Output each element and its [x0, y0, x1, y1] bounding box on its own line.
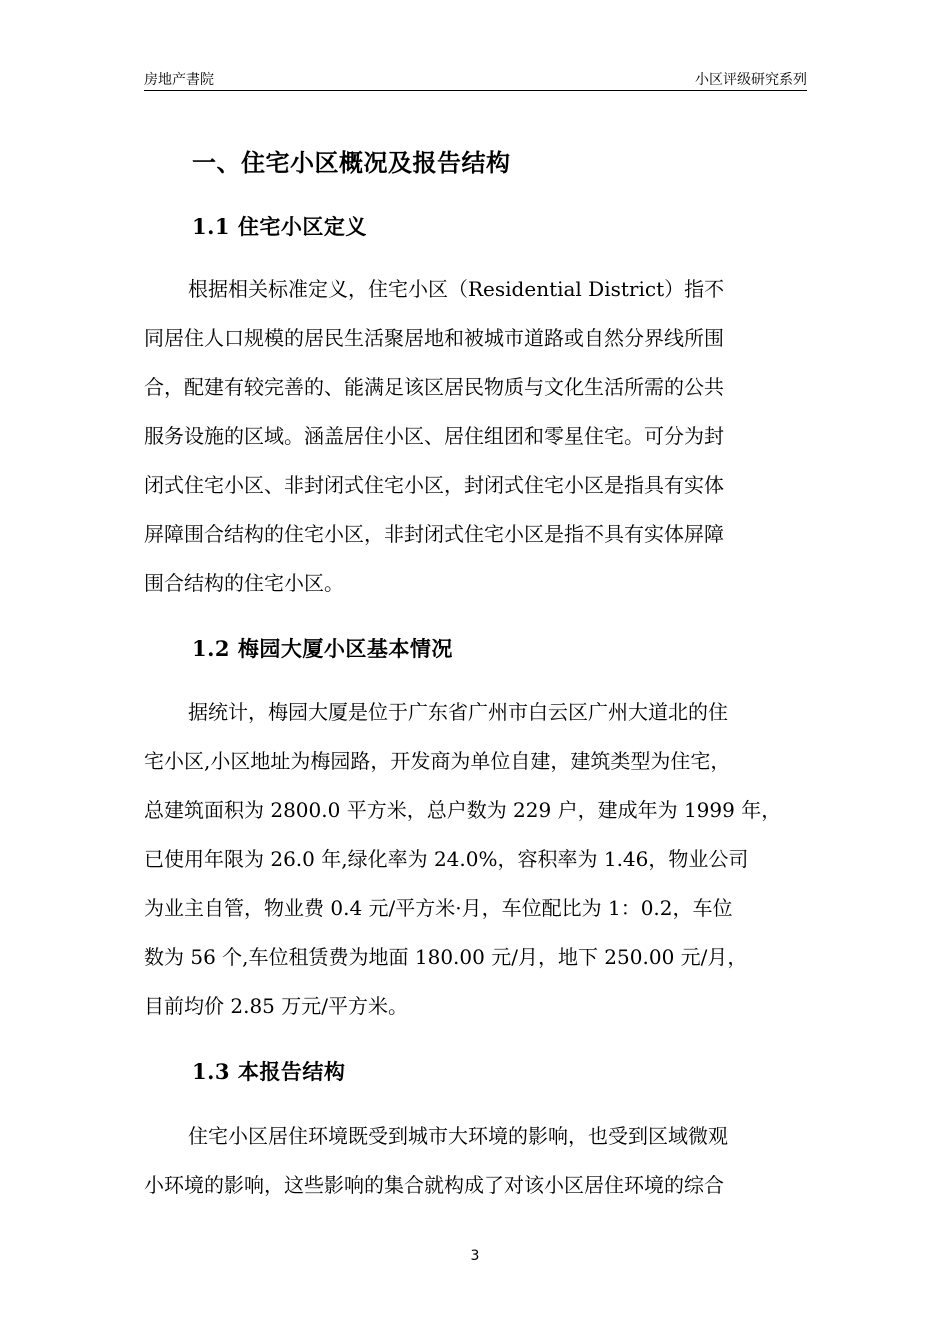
paragraph-line: 同居住人口规模的居民生活聚居地和被城市道路或自然分界线所围 [144, 326, 724, 350]
section-paragraph-1-1 [144, 265, 824, 608]
paragraph-line: 总建筑面积为 2800.0 平方米，总户数为 229 户，建成年为 1999 年， [144, 798, 782, 822]
paragraph-line: 目前均价 2.85 万元/平方米。 [144, 994, 408, 1018]
paragraph-line: 据统计，梅园大厦是位于广东省广州市白云区广州大道北的住 [188, 700, 728, 724]
section-heading-1-3: 1.3 本报告结构 [192, 1059, 346, 1084]
section-heading-1-2: 1.2 梅园大厦小区基本情况 [192, 636, 453, 661]
paragraph-line: 为业主自管，物业费 0.4 元/平方米·月，车位配比为 1：0.2，车位 [144, 896, 733, 920]
paragraph-line: 宅小区,小区地址为梅园路，开发商为单位自建，建筑类型为住宅， [144, 749, 731, 773]
chapter-heading: 一、住宅小区概况及报告结构 [192, 148, 511, 177]
page-number: 3 [470, 1248, 480, 1264]
paragraph-line: 住宅小区居住环境既受到城市大环境的影响，也受到区域微观 [188, 1124, 728, 1148]
section-paragraph-1-3 [144, 1112, 824, 1210]
paragraph-line: 根据相关标准定义，住宅小区（Residential District）指不 [188, 277, 725, 301]
paragraph-line: 屏障围合结构的住宅小区，非封闭式住宅小区是指不具有实体屏障 [144, 522, 724, 546]
section-paragraph-1-2 [144, 688, 824, 1031]
paragraph-line: 服务设施的区域。涵盖居住小区、居住组团和零星住宅。可分为封 [144, 424, 724, 448]
paragraph-line: 闭式住宅小区、非封闭式住宅小区，封闭式住宅小区是指具有实体 [144, 473, 724, 497]
paragraph-line: 围合结构的住宅小区。 [144, 571, 344, 595]
paragraph-line: 合，配建有较完善的、能满足该区居民物质与文化生活所需的公共 [144, 375, 724, 399]
paragraph-line: 小环境的影响，这些影响的集合就构成了对该小区居住环境的综合 [144, 1173, 724, 1197]
section-heading-1-1: 1.1 住宅小区定义 [192, 214, 367, 239]
paragraph-line: 数为 56 个,车位租赁费为地面 180.00 元/月，地下 250.00 元/月， [144, 945, 748, 969]
header-series-title: 小区评级研究系列 [695, 72, 807, 88]
paragraph-line: 已使用年限为 26.0 年,绿化率为 24.0%，容积率为 1.46，物业公司 [144, 847, 749, 871]
page-header [144, 60, 807, 91]
header-publisher: 房地产書院 [144, 72, 214, 88]
